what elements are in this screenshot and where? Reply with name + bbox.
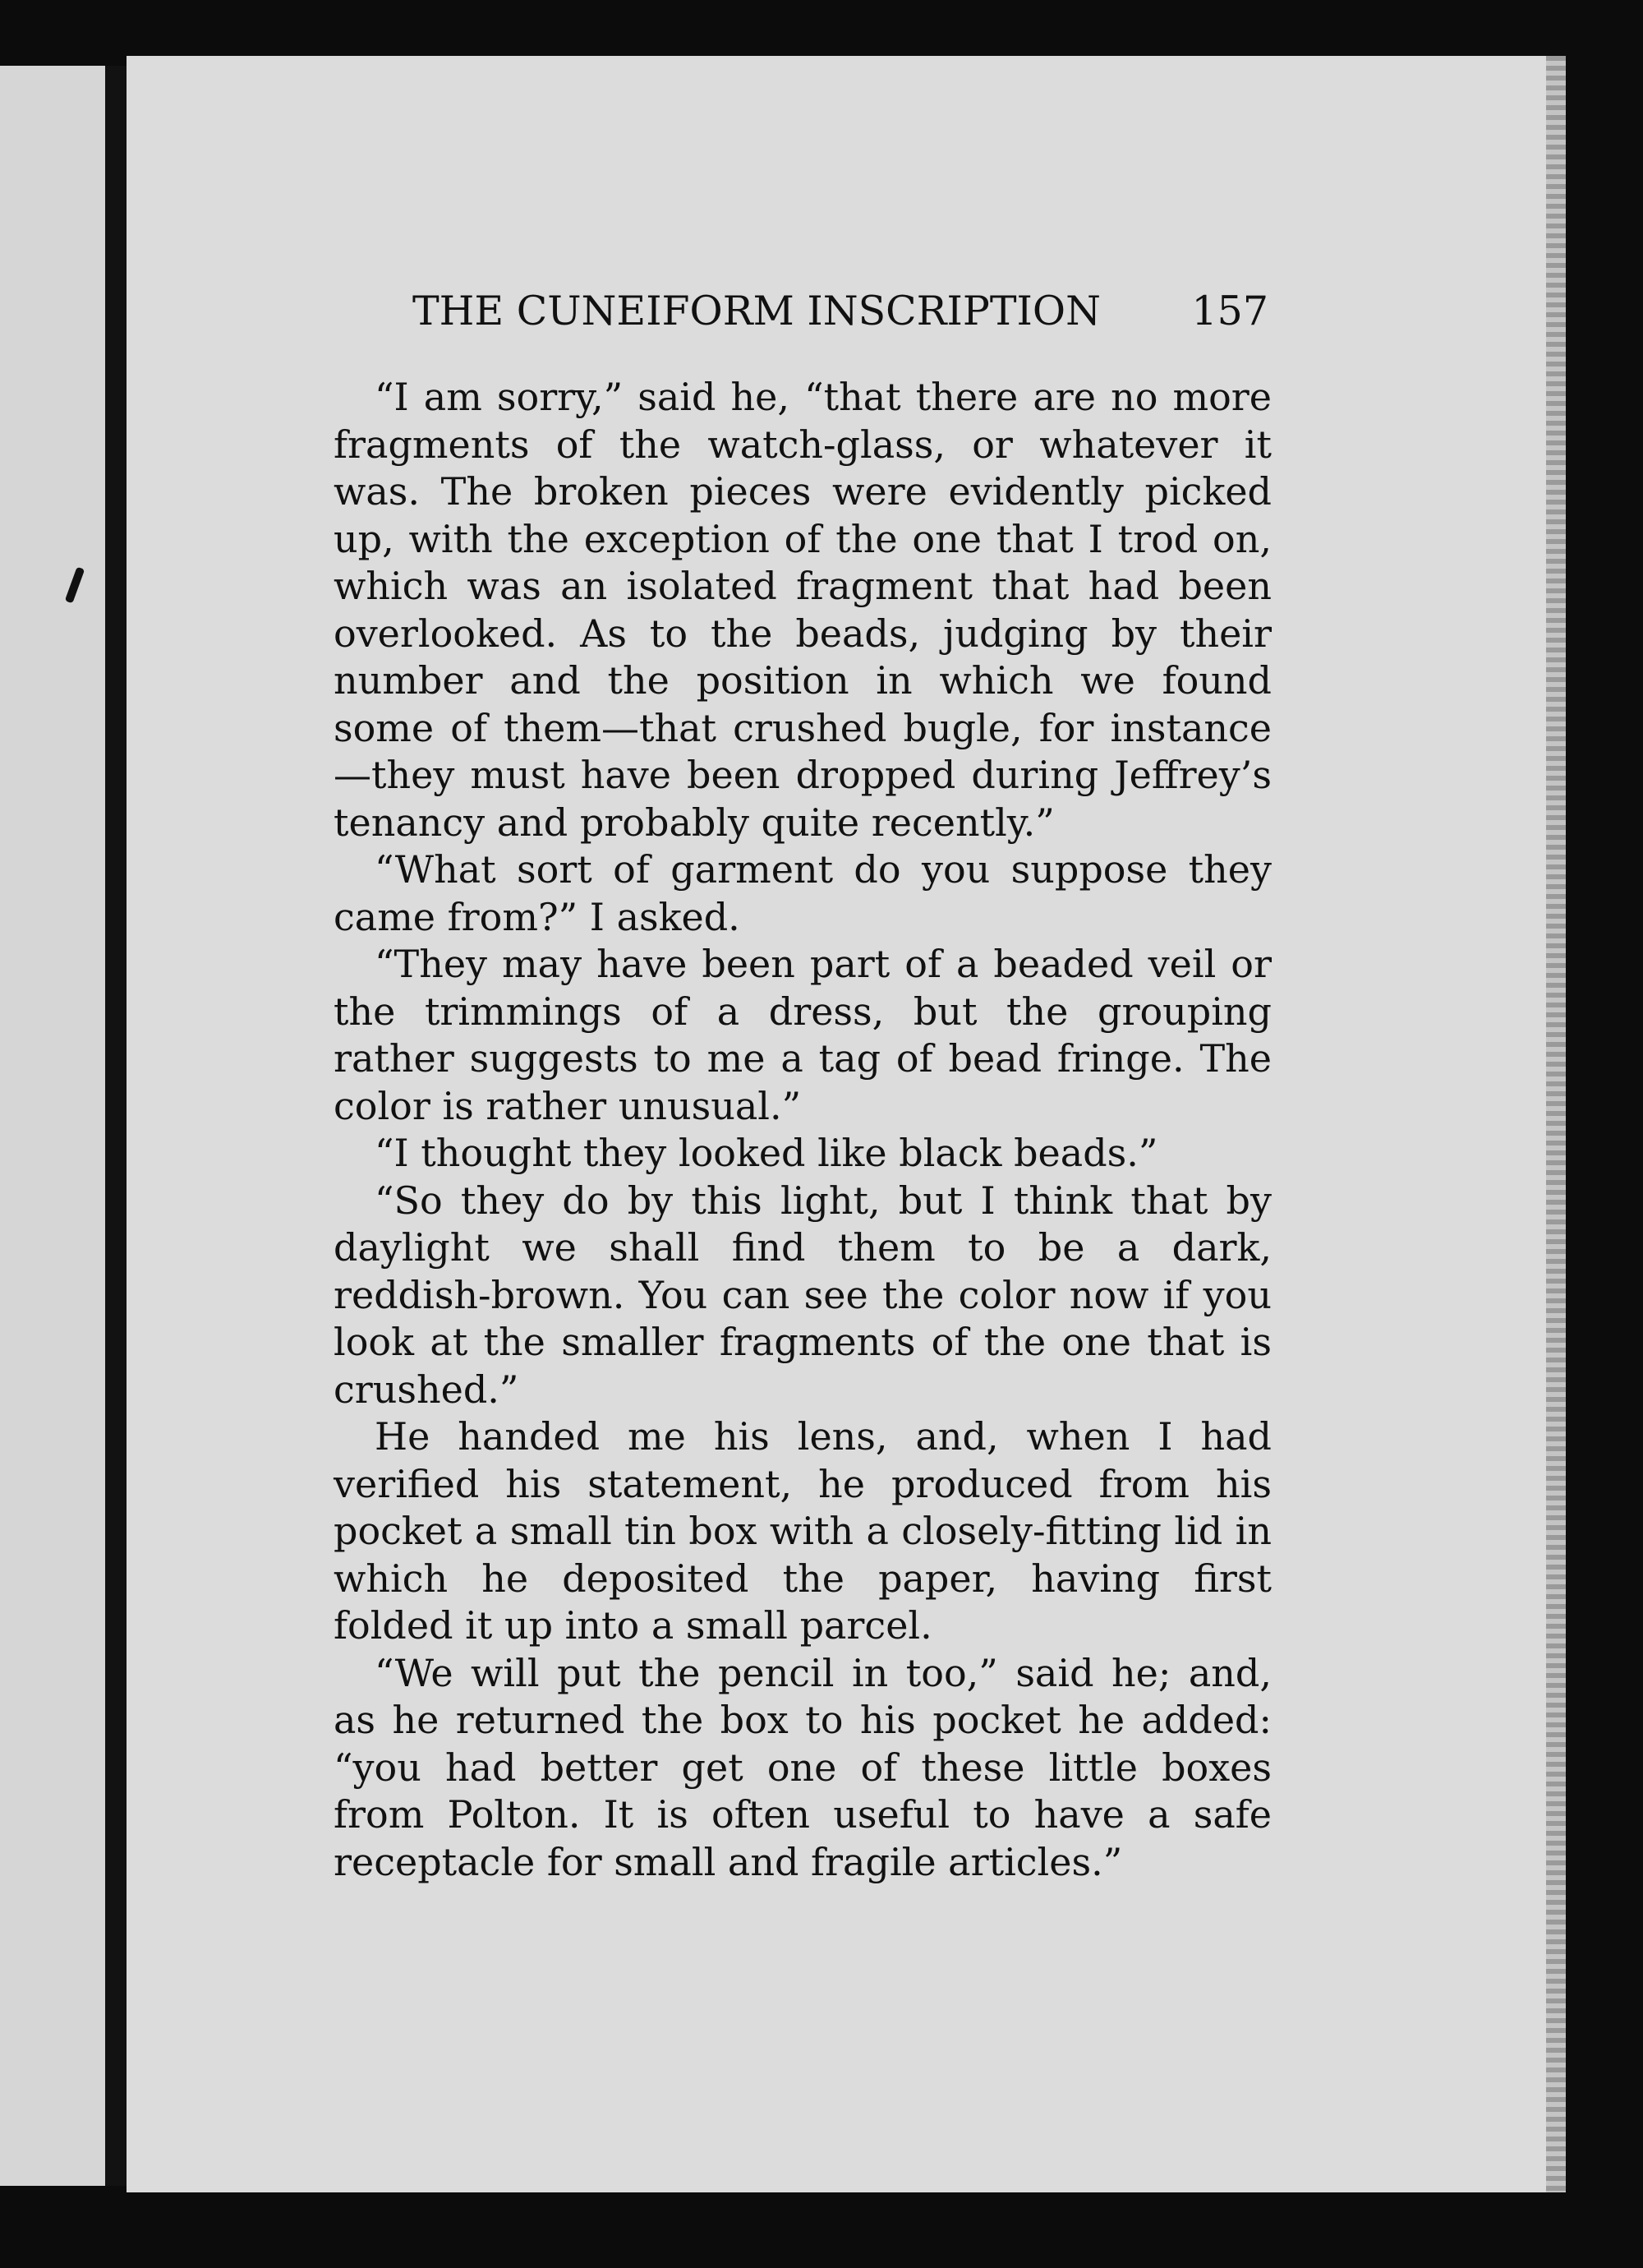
paragraph: He handed me his lens, and, when I had verified his statement, he produced from his pocket a small tin box with a closely-fitting lid in which he deposited the paper, having first folded it up into a small parcel.: [334, 1414, 1272, 1648]
page-edge: [1546, 56, 1566, 2192]
running-header: [412, 288, 1268, 342]
book-spine: [105, 66, 127, 2186]
paragraph: “We will put the pencil in too,” said he; and, as he returned the box to his pocket he added: “you had better get one of these little boxes from Polton. It is often useful to have a safe receptacle for small and fragile articles.”: [334, 1650, 1272, 1884]
paragraph: “They may have been part of a beaded veil or the trimmings of a dress, but the grouping rather suggests to me a tag of bead fringe. The color is rather unusual.”: [334, 942, 1272, 1128]
paragraph: “I am sorry,” said he, “that there are no more fragments of the watch-glass, or whatever it was. The broken pieces were evidently picked up, with the exception of the one that I trod on, which was an isolated fragment that had been overlooked. As to the beads, judging by their number and the position in which we found some of them—that crushed bugle, for instance—they must have been dropped during Jeffrey’s tenancy and probably quite recently.”: [334, 375, 1272, 845]
paragraph: “So they do by this light, but I think that by daylight we shall find them to be a dark, reddish-brown. You can see the color now if you look at the smaller fragments of the one that is crushed.”: [334, 1178, 1272, 1412]
body-text: [334, 374, 1272, 1886]
paragraph: “I thought they looked like black beads.”: [375, 1131, 1158, 1175]
left-page-edge: [0, 66, 115, 2186]
page-number: 157: [1191, 288, 1268, 334]
paragraph: “What sort of garment do you suppose they came from?” I asked.: [334, 847, 1272, 939]
running-title: THE CUNEIFORM INSCRIPTION: [412, 288, 1101, 334]
